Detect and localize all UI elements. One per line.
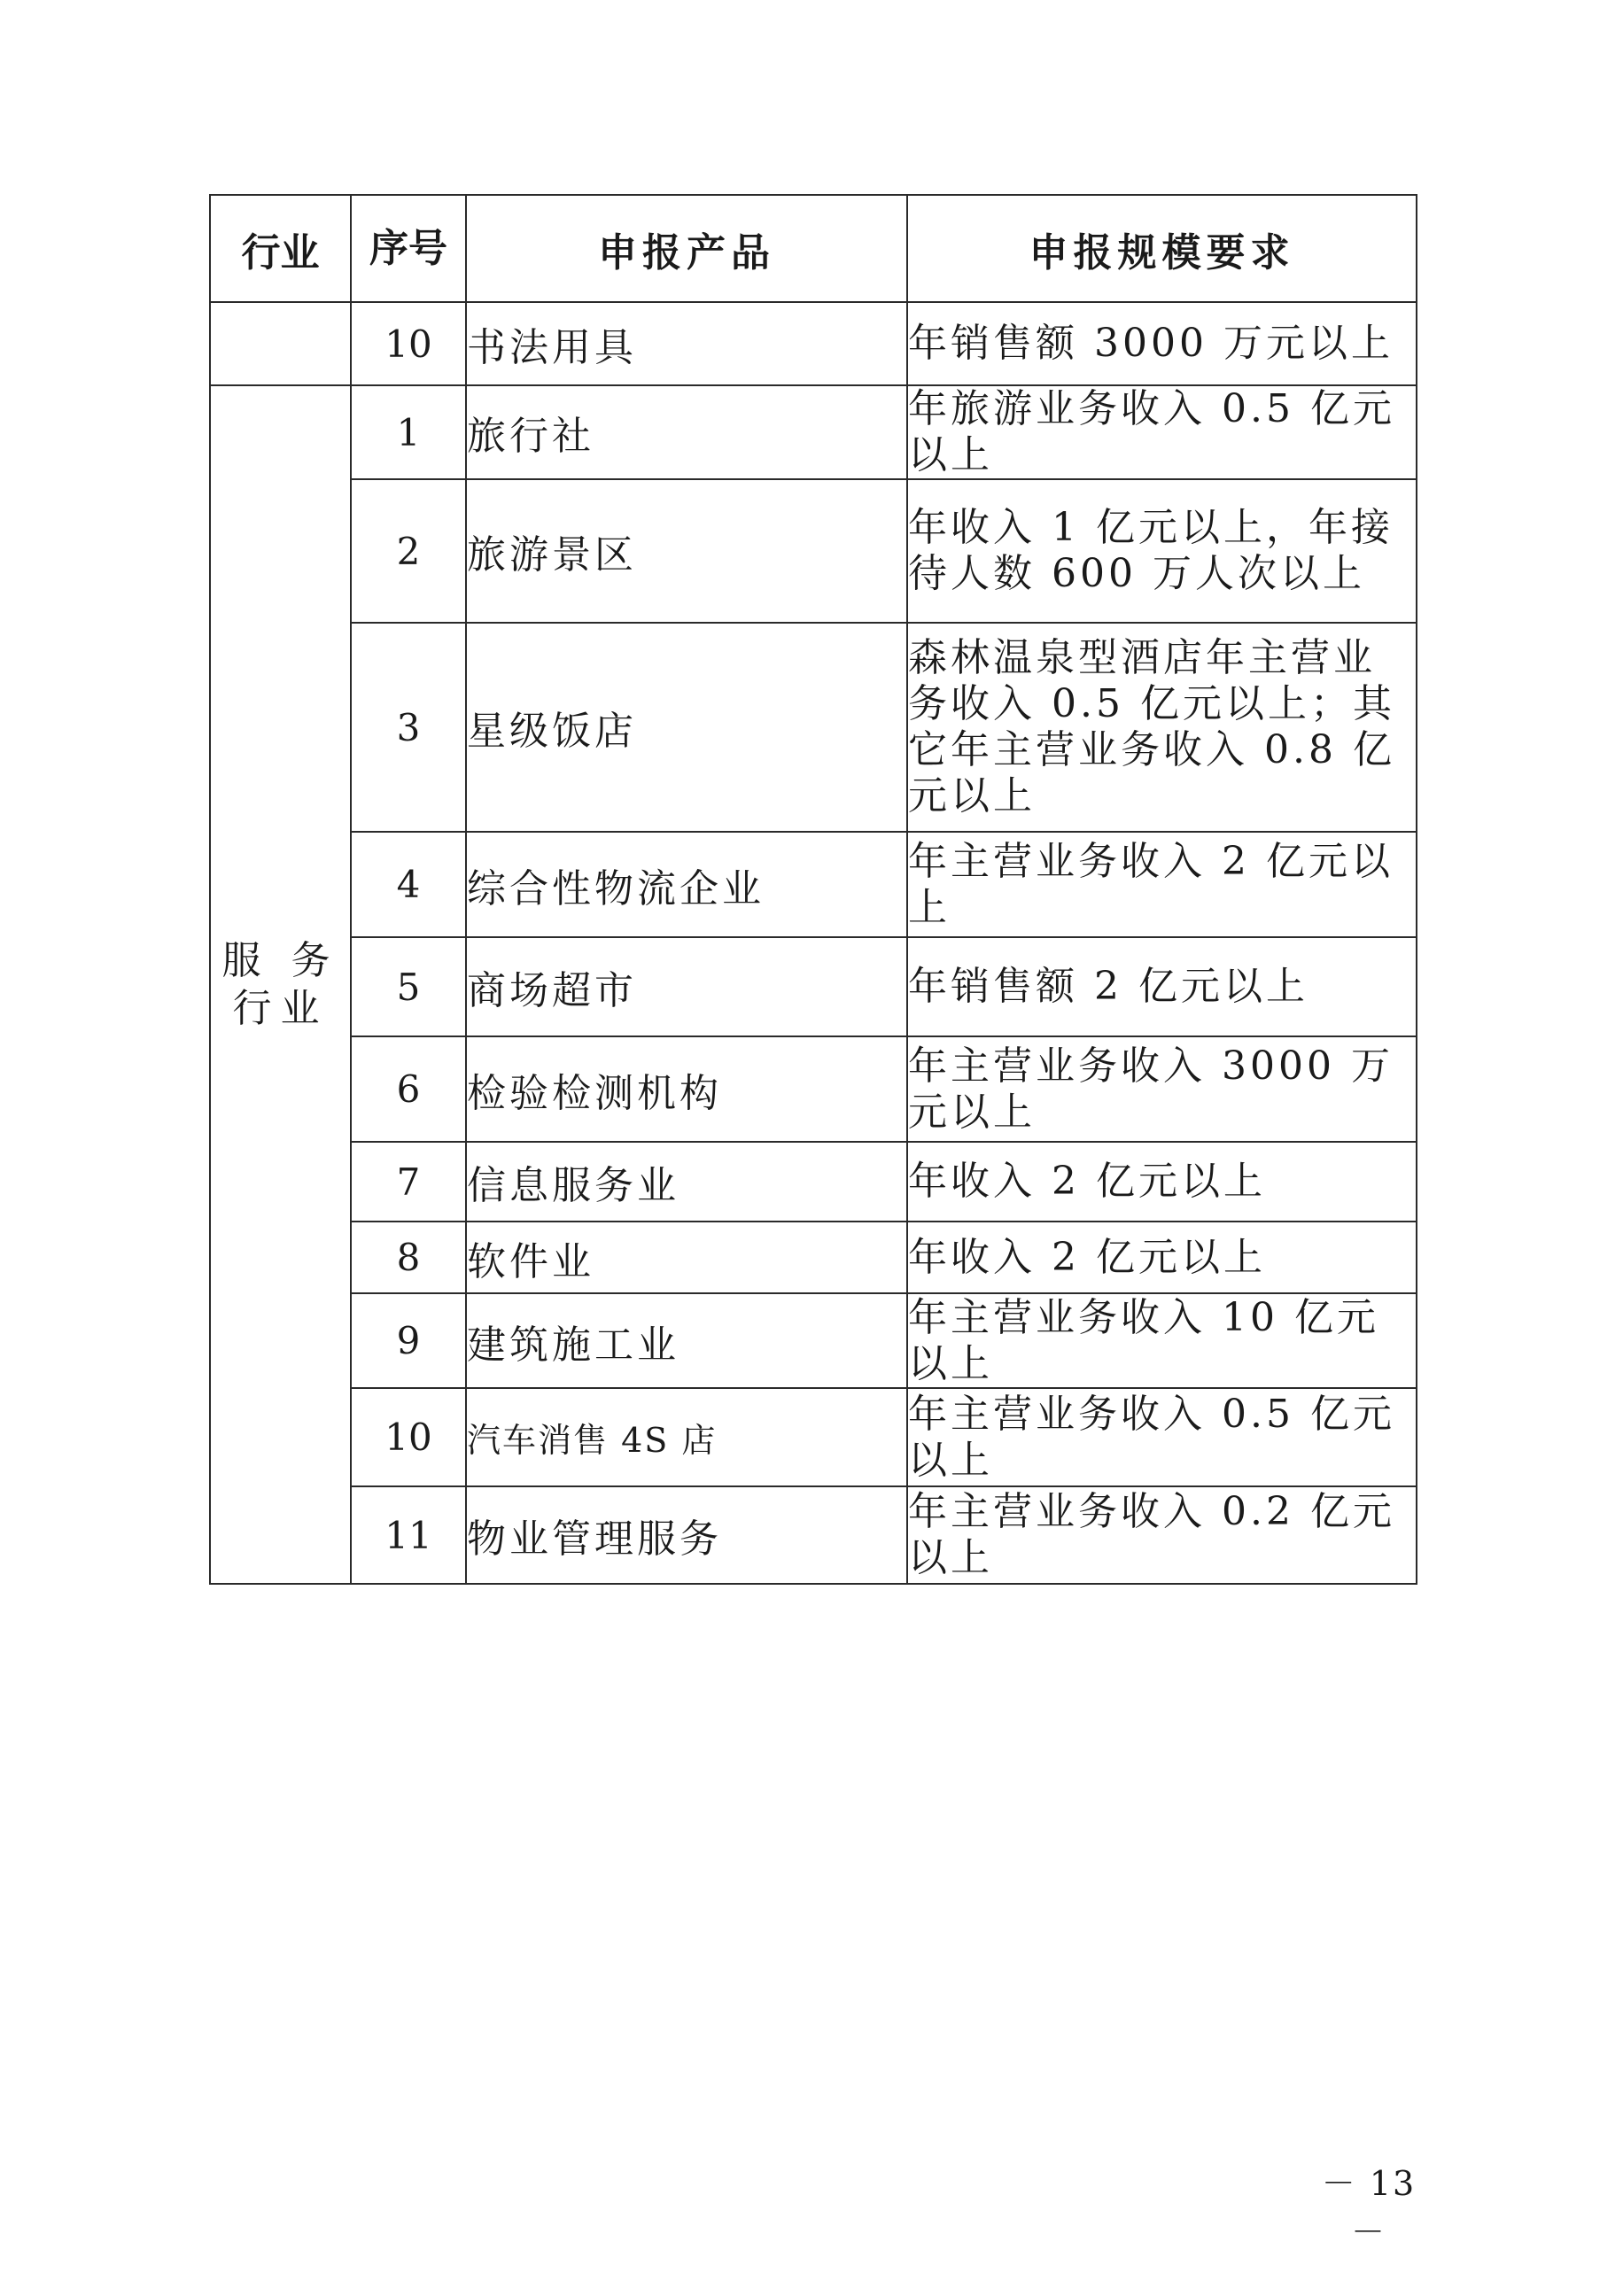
page-number: － 13 － <box>1321 2164 1417 2252</box>
product-cell: 商场超市 <box>466 937 907 1036</box>
table-row <box>210 1388 1417 1486</box>
header-requirement: 申报规模要求 <box>907 195 1417 302</box>
seq-cell: 4 <box>351 832 466 937</box>
product-cell: 星级饭店 <box>466 623 907 832</box>
requirement-cell: 森林温泉型酒店年主营业务收入 0.5 亿元以上；其它年主营业务收入 0.8 亿元以上 <box>907 623 1417 832</box>
product-cell: 建筑施工业 <box>466 1293 907 1388</box>
table-row <box>210 623 1417 832</box>
table-row <box>210 1486 1417 1584</box>
product-cell: 物业管理服务 <box>466 1486 907 1584</box>
requirement-cell: 年旅游业务收入 0.5 亿元以上 <box>907 385 1417 479</box>
header-industry: 行业 <box>210 195 351 302</box>
requirement-cell: 年主营业务收入 0.5 亿元以上 <box>907 1388 1417 1486</box>
table-row <box>210 1222 1417 1293</box>
table-row <box>210 1036 1417 1142</box>
table-row <box>210 1142 1417 1222</box>
seq-cell: 5 <box>351 937 466 1036</box>
seq-cell: 2 <box>351 479 466 623</box>
table-row <box>210 302 1417 385</box>
product-cell: 检验检测机构 <box>466 1036 907 1142</box>
table-row <box>210 1293 1417 1388</box>
product-cell: 综合性物流企业 <box>466 832 907 937</box>
seq-cell: 11 <box>351 1486 466 1584</box>
requirement-cell: 年收入 1 亿元以上，年接待人数 600 万人次以上 <box>907 479 1417 623</box>
seq-cell: 9 <box>351 1293 466 1388</box>
requirement-cell: 年主营业务收入 0.2 亿元以上 <box>907 1486 1417 1584</box>
product-cell: 信息服务业 <box>466 1142 907 1222</box>
requirement-cell: 年收入 2 亿元以上 <box>907 1222 1417 1293</box>
seq-cell: 7 <box>351 1142 466 1222</box>
requirement-cell: 年销售额 2 亿元以上 <box>907 937 1417 1036</box>
table-row <box>210 385 1417 479</box>
requirement-cell: 年销售额 3000 万元以上 <box>907 302 1417 385</box>
product-cell: 旅行社 <box>466 385 907 479</box>
table-row <box>210 479 1417 623</box>
requirement-cell: 年收入 2 亿元以上 <box>907 1142 1417 1222</box>
table-row <box>210 832 1417 937</box>
requirements-table <box>209 194 1417 1585</box>
requirement-cell: 年主营业务收入 3000 万元以上 <box>907 1036 1417 1142</box>
seq-cell: 8 <box>351 1222 466 1293</box>
seq-cell: 10 <box>351 302 466 385</box>
seq-cell: 10 <box>351 1388 466 1486</box>
product-cell: 软件业 <box>466 1222 907 1293</box>
product-cell: 书法用具 <box>466 302 907 385</box>
seq-cell: 1 <box>351 385 466 479</box>
industry-cell-empty <box>210 302 351 385</box>
table-row <box>210 937 1417 1036</box>
header-row <box>210 195 1417 302</box>
header-product: 申报产品 <box>466 195 907 302</box>
product-cell: 汽车消售 4S 店 <box>466 1388 907 1486</box>
industry-cell-service: 服 务行业 <box>210 385 351 1584</box>
requirement-cell: 年主营业务收入 10 亿元以上 <box>907 1293 1417 1388</box>
header-seq: 序号 <box>351 195 466 302</box>
seq-cell: 6 <box>351 1036 466 1142</box>
requirement-cell: 年主营业务收入 2 亿元以上 <box>907 832 1417 937</box>
product-cell: 旅游景区 <box>466 479 907 623</box>
seq-cell: 3 <box>351 623 466 832</box>
